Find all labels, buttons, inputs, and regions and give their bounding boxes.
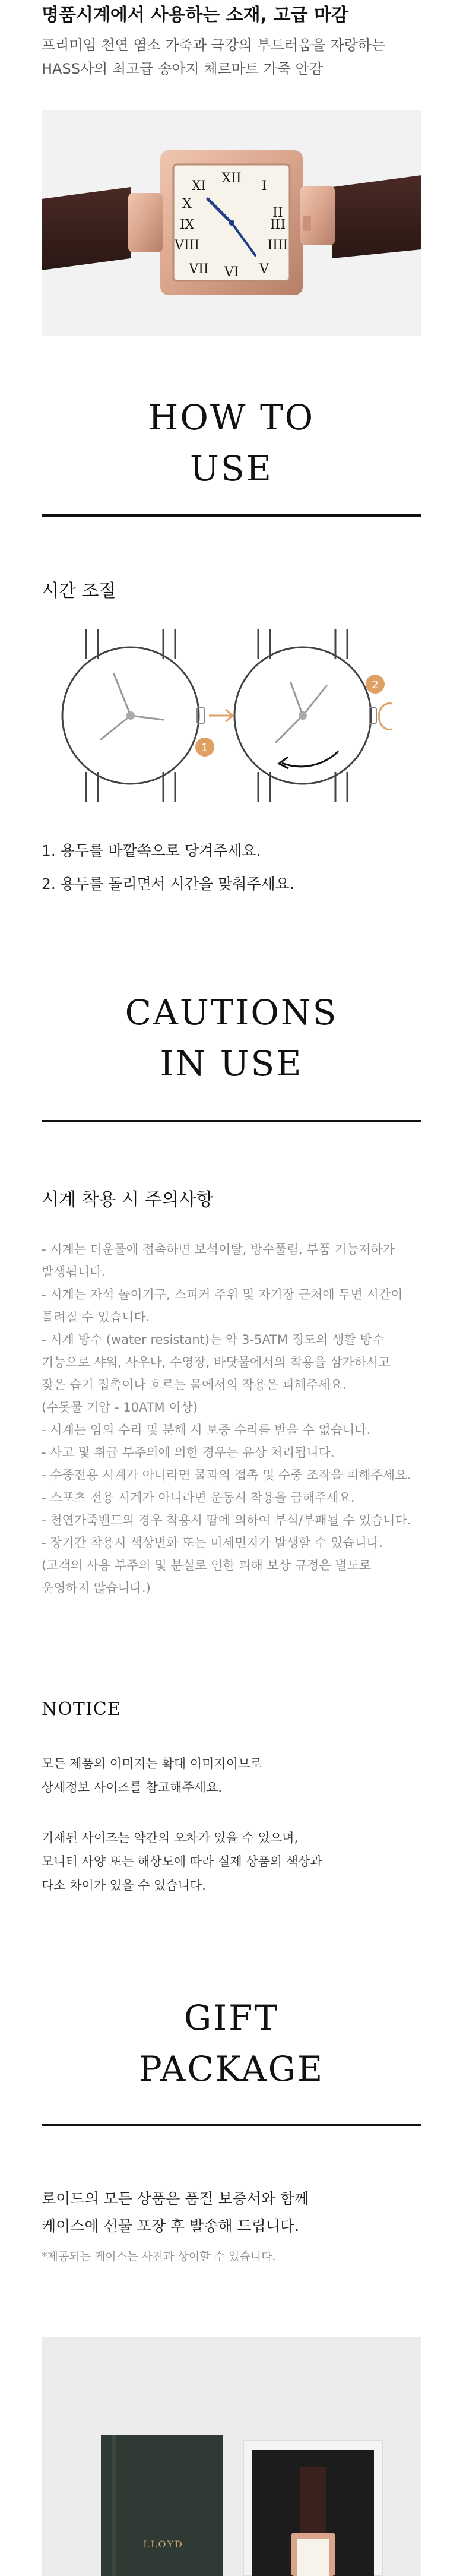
step-1-text: 1. 용두를 바깥쪽으로 당겨주세요.	[42, 842, 261, 859]
svg-text:1: 1	[201, 742, 208, 754]
gift-note: *제공되는 케이스는 사진과 상이할 수 있습니다.	[42, 2250, 276, 2263]
svg-text:XII: XII	[221, 171, 242, 186]
feature-desc-line2: HASS사의 최고급 송아지 체르마트 가죽 안감	[42, 61, 324, 77]
gift-box-illustration	[42, 2337, 421, 2576]
svg-text:II: II	[272, 205, 283, 220]
section-divider	[42, 514, 421, 517]
gift-body: 로이드의 모든 상품은 품질 보증서와 함께 케이스에 선물 포장 후 발송해 드립니다.	[42, 2190, 309, 2235]
gift-box-photo	[42, 2337, 421, 2576]
svg-text:X: X	[182, 197, 192, 211]
pull-arrow-icon	[209, 710, 233, 721]
cautions-heading: CAUTIONS IN USE	[125, 992, 338, 1084]
clockwise-arrow-icon	[282, 751, 338, 767]
svg-text:V: V	[259, 262, 269, 277]
svg-text:IX: IX	[179, 217, 195, 232]
time-adjust-title: 시간 조절	[42, 581, 116, 602]
section-divider	[42, 2124, 421, 2126]
svg-text:VI: VI	[224, 265, 239, 280]
box-logo: LLOYD	[143, 2539, 183, 2550]
svg-text:XI: XI	[191, 179, 207, 194]
svg-text:VIII: VIII	[175, 238, 199, 253]
feature-desc-line1: 프리미엄 천연 염소 가죽과 극강의 부드러움을 자랑하는	[42, 37, 386, 53]
watch-illustration	[42, 110, 421, 336]
svg-text:2: 2	[372, 679, 379, 691]
gift-package-heading: GIFT PACKAGE	[138, 1998, 325, 2089]
time-adjust-diagram	[59, 629, 416, 802]
svg-text:III: III	[269, 217, 286, 232]
svg-text:I: I	[261, 179, 267, 194]
notice-body-1: 모든 제품의 이미지는 확대 이미지이므로 상세정보 사이즈를 참고해주세요.	[42, 1757, 262, 1795]
step-2-text: 2. 용두를 돌리면서 시간을 맞춰주세요.	[42, 875, 294, 893]
notice-body-2: 기재된 사이즈는 약간의 오차가 있을 수 있으며, 모니터 사양 또는 해상도에 따라 실제 상품의 색상과 다소 차이가 있을 수 있습니다.	[42, 1831, 322, 1893]
how-to-use-heading: HOW TO USE	[148, 397, 315, 489]
feature-title: 명품시계에서 사용하는 소재, 고급 마감	[42, 5, 348, 26]
notice-title: NOTICE	[42, 1699, 121, 1720]
feature-section	[42, 0, 421, 77]
svg-text:IIII: IIII	[267, 238, 288, 253]
feature-description	[42, 33, 385, 81]
box-lid	[101, 2435, 223, 2576]
cautions-body: - 시계는 더운물에 접촉하면 보석이탈, 방수풀림, 부품 기능저하가 발생됩니다. - 시계는 자석 놀이기구, 스피커 주위 및 자기장 근처에 두면 시간이 틀려질 수 있습니다. - 시계 방수 (water resistant)는 약 3-5ATM 정도의 생활 방수 기능으로 샤워, 사우나, 수영장, 바닷물에서의 착용을 삼가하시고 잦은 습기 접촉이나 흐르는 물에서의 작용은 피해주세요. (수돗물 기압 - 10ATM 이상) - 시계는 임의 수리 및 분해 시 보증 수리를 받을 수 없습니다. - 사고 및 취급 부주의에 의한 경우는 유상 처리됩니다. - 수중전용 시계가 아니라면 물과의 접촉 및 수중 조작을 피해주세요. - 스포츠 전용 시계가 아니라면 운동시 착용을 금해주세요. - 천연가죽밴드의 경우 착용시 땀에 의하여 부식/부패될 수 있습니다. - 장기간 착용시 색상변화 또는 미세먼지가 발생할 수 있습니다. (고객의 사용 부주의 및 분실로 인한 피해 보상 규정은 별도로 운영하지 않습니다.)	[42, 1242, 411, 1595]
right-strap	[332, 175, 421, 258]
steps-list	[42, 834, 421, 901]
watch-product-photo	[42, 110, 421, 336]
left-strap	[42, 187, 131, 270]
section-divider	[42, 1120, 421, 1122]
rotate-arrow-icon	[379, 704, 392, 730]
watch-crown	[303, 216, 311, 231]
svg-text:VII: VII	[189, 262, 209, 277]
cautions-title: 시계 착용 시 주의사항	[42, 1189, 214, 1210]
